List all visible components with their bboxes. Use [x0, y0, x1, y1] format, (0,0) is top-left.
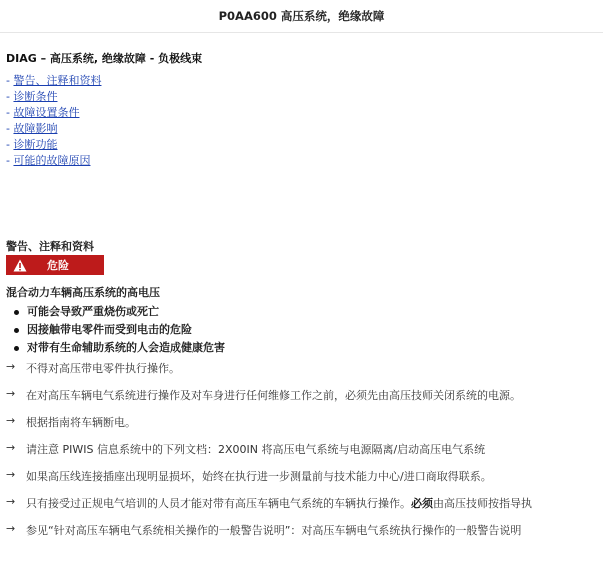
hazard-bullet: 因接触带电零件而受到电击的危险	[14, 321, 225, 339]
instruction-steps	[6, 360, 603, 549]
danger-label: 危险	[47, 259, 69, 272]
arrow-right-icon: →	[6, 495, 16, 508]
instruction-step: → 参见“针对高压车辆电气系统相关操作的一般警告说明”：对高压车辆电气系统执行操作的一般警告说明	[6, 522, 522, 537]
arrow-right-icon: →	[6, 468, 16, 481]
bullet-dot-icon	[14, 346, 19, 351]
instruction-step: → 不得对高压带电零件执行操作。	[6, 360, 180, 375]
toc-item-setting[interactable]: - 故障设置条件	[6, 106, 80, 119]
toc-link[interactable]: 警告、注释和资料	[13, 74, 102, 87]
toc-item-conditions[interactable]: - 诊断条件	[6, 90, 58, 103]
toc-item-causes[interactable]: - 可能的故障原因	[6, 154, 91, 167]
title-bar	[0, 0, 603, 33]
arrow-right-icon: →	[6, 522, 16, 535]
toc-item-function[interactable]: - 诊断功能	[6, 138, 58, 151]
arrow-right-icon: →	[6, 414, 16, 427]
instruction-step: → 只有接受过正规电气培训的人员才能对带有高压车辆电气系统的车辆执行操作。必须由高压技师按指导执	[6, 495, 532, 510]
toc-link[interactable]: 可能的故障原因	[13, 154, 91, 167]
bullet-dot-icon	[14, 328, 19, 333]
instruction-step: → 如果高压线连接插座出现明显损坏，始终在执行进一步测量前与技术能力中心/进口商取得联系。	[6, 468, 492, 483]
arrow-right-icon: →	[6, 441, 16, 454]
instruction-step: → 根据指南将车辆断电。	[6, 414, 136, 429]
warnings-heading: 警告、注释和资料	[6, 240, 94, 253]
document-body	[6, 50, 603, 537]
arrow-right-icon: →	[6, 360, 16, 373]
warning-triangle-icon	[13, 259, 27, 272]
danger-badge	[6, 255, 104, 275]
hazard-bullet: 对带有生命辅助系统的人会造成健康危害	[14, 339, 225, 357]
instruction-step: → 在对高压车辆电气系统进行操作及对车身进行任何维修工作之前，必须先由高压技师关闭系统的电源。	[6, 387, 521, 402]
instruction-step: → 请注意 PIWIS 信息系统中的下列文档：2X00IN 将高压电气系统与电源隔离/启动高压电气系统	[6, 441, 486, 456]
toc-item-effects[interactable]: - 故障影响	[6, 122, 58, 135]
diag-title: DIAG – 高压系统, 绝缘故障 - 负极线束	[6, 52, 203, 65]
toc-list	[6, 73, 603, 169]
hazard-title: 混合动力车辆高压系统的高电压	[6, 286, 160, 299]
toc-link[interactable]: 诊断条件	[13, 90, 58, 103]
toc-link[interactable]: 故障影响	[13, 122, 58, 135]
hazard-bullet: 可能会导致严重烧伤或死亡	[14, 303, 225, 321]
toc-link[interactable]: 诊断功能	[13, 138, 58, 151]
hazard-bullets	[14, 303, 225, 357]
toc-link[interactable]: 故障设置条件	[13, 106, 80, 119]
toc-item-warnings[interactable]: - 警告、注释和资料	[6, 74, 102, 87]
page-title: P0AA600 高压系统，绝缘故障	[218, 9, 385, 23]
bullet-dot-icon	[14, 310, 19, 315]
arrow-right-icon: →	[6, 387, 16, 400]
